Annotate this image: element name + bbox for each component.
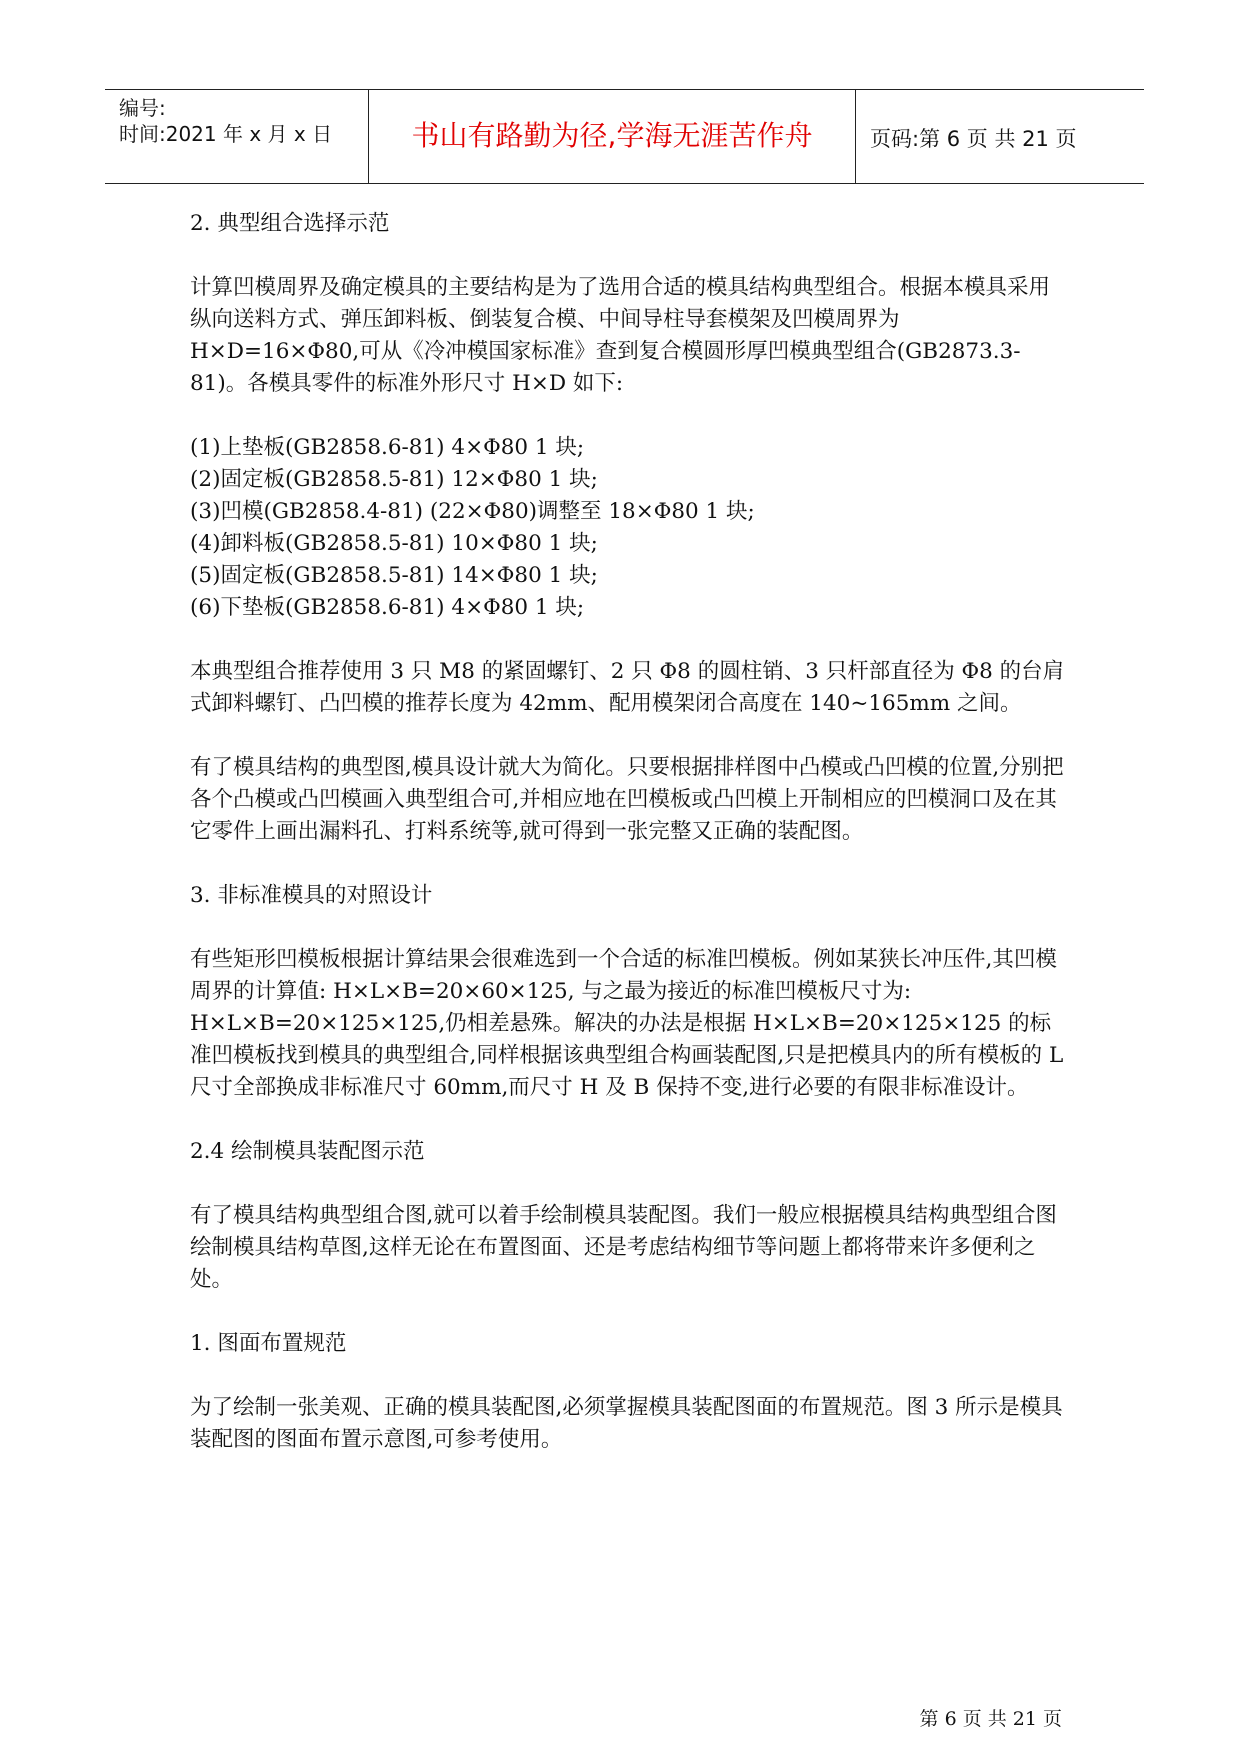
section-heading: 2.4 绘制模具装配图示范 [190, 1139, 425, 1164]
page-footer: 第 6 页 共 21 页 [919, 1708, 1062, 1730]
paragraph: 有些矩形凹模板根据计算结果会很难选到一个合适的标准凹模板。例如某狭长冲压件,其凹模周界的计算值: H×L×B=20×60×125, 与之最为接近的标准凹模板尺寸为: H×L×B=20×125×125,仍相差悬殊。解决的办法是根据 H×L×B=20×125×125 的标准凹模板找到模具的典型组合,同样根据该典型组合构画装配图,只是把模具内的所有模板的 L 尺寸全部换成非标准尺寸 60mm,而尺寸 H 及 B 保持不变,进行必要的有限非标准设计。 [190, 947, 1064, 1100]
header-right-cell [856, 90, 1144, 183]
paragraph: 计算凹模周界及确定模具的主要结构是为了选用合适的模具结构典型组合。根据本模具采用纵向送料方式、弹压卸料板、倒装复合模、中间导柱导套模架及凹模周界为 H×D=16×Φ80,可从《冷冲模国家标准》查到复合模圆形厚凹模典型组合(GB2873.3-81)。各模具零件的标准外形尺寸 H×D 如下: [190, 275, 1051, 396]
list-item: (6)下垫板(GB2858.6-81) 4×Φ80 1 块; [190, 595, 585, 620]
section-heading: 1. 图面布置规范 [190, 1331, 347, 1356]
list-item: (4)卸料板(GB2858.5-81) 10×Φ80 1 块; [190, 531, 598, 556]
header-motto: 书山有路勤为径,学海无涯苦作舟 [411, 119, 813, 152]
list-item: (5)固定板(GB2858.5-81) 14×Φ80 1 块; [190, 563, 598, 588]
header-page-info: 页码:第 6 页 共 21 页 [870, 127, 1077, 151]
list-item: (3)凹模(GB2858.4-81) (22×Φ80)调整至 18×Φ80 1 块; [190, 499, 755, 524]
paragraph: 本典型组合推荐使用 3 只 M8 的紧固螺钉、2 只 Φ8 的圆柱销、3 只杆部直径为 Φ8 的台肩式卸料螺钉、凸凹模的推荐长度为 42mm、配用模架闭合高度在 140~165mm 之间。 [190, 659, 1065, 716]
section-heading: 3. 非标准模具的对照设计 [190, 883, 433, 908]
header-left-cell [105, 90, 368, 183]
list-item: (1)上垫板(GB2858.6-81) 4×Φ80 1 块; [190, 435, 585, 460]
paragraph: 为了绘制一张美观、正确的模具装配图,必须掌握模具装配图面的布置规范。图 3 所示是模具装配图的图面布置示意图,可参考使用。 [190, 1395, 1063, 1452]
paragraph: 有了模具结构典型组合图,就可以着手绘制模具装配图。我们一般应根据模具结构典型组合图绘制模具结构草图,这样无论在布置图面、还是考虑结构细节等问题上都将带来许多便利之处。 [190, 1203, 1057, 1292]
page-header [105, 89, 1144, 184]
paragraph: 有了模具结构的典型图,模具设计就大为简化。只要根据排样图中凸模或凸凹模的位置,分别把各个凸模或凸凹模画入典型组合可,并相应地在凹模板或凸凹模上开制相应的凹模洞口及在其它零件上画出漏料孔、打料系统等,就可得到一张完整又正确的装配图。 [190, 755, 1064, 844]
list-item: (2)固定板(GB2858.5-81) 12×Φ80 1 块; [190, 467, 598, 492]
document-body [190, 208, 1070, 1488]
header-middle-cell [368, 90, 856, 183]
date-line: 时间:2021 年 x 月 x 日 [119, 122, 333, 146]
section-heading: 2. 典型组合选择示范 [190, 211, 390, 236]
doc-number-label: 编号: [119, 96, 166, 120]
